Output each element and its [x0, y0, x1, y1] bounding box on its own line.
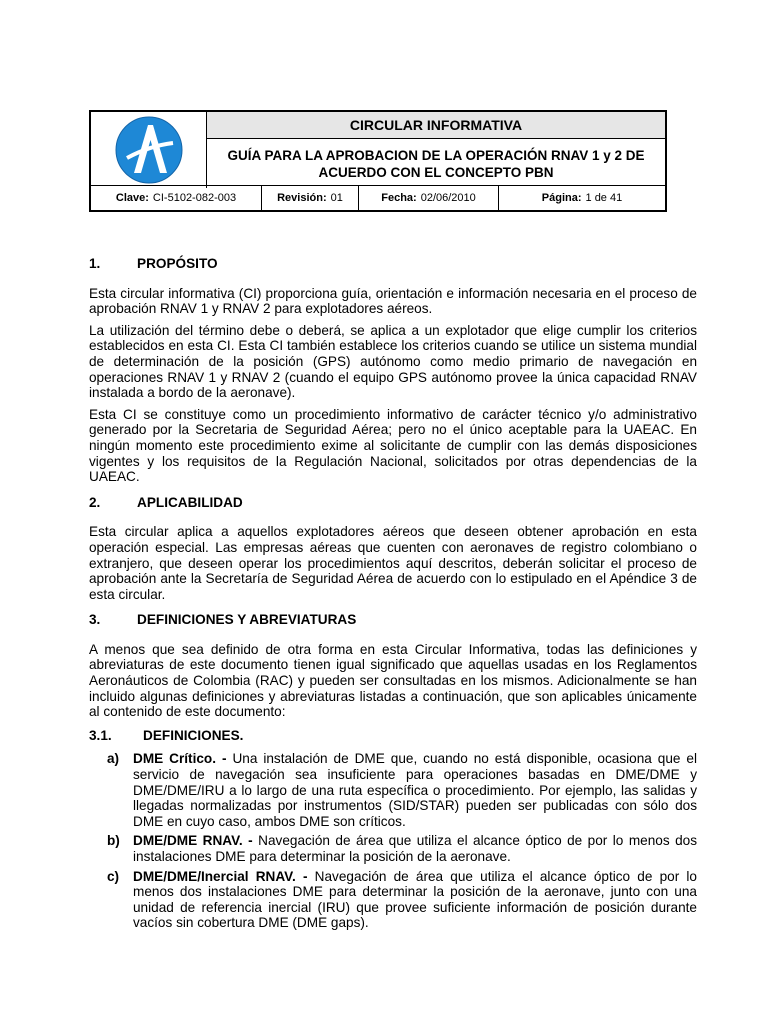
- subsection-heading-definiciones: [89, 728, 697, 744]
- meta-pagina-value: 1 de 41: [585, 192, 623, 204]
- section-number: 2.: [89, 494, 101, 510]
- meta-revision-value: 01: [330, 192, 343, 204]
- header-subtitle: [207, 139, 665, 188]
- section-title: DEFINICIONES Y ABREVIATURAS: [137, 612, 357, 628]
- definition-label: a): [107, 751, 120, 767]
- logo-cell: [91, 112, 207, 188]
- definition-text: [133, 833, 697, 864]
- paragraph: A menos que sea definido de otra forma en esta Circular Informativa, todas las definiciones y abreviaturas de este documento tienen igual significado que aquellas usadas en los Reglamentos Aeronáuticos de Colombia (RAC) y pueden ser consultadas en los mismos. Adicionalmente se han incluido algunas definiciones y abreviaturas listadas a continuación, que son aplicables únicamente al contenido de este documento:: [89, 641, 697, 720]
- definition-item: [89, 869, 697, 931]
- definition-body: Navegación de área que utiliza el alcance óptico de por lo menos dos instalaciones DME para determinar la posición de la aeronave.: [133, 833, 697, 864]
- meta-fecha: [359, 186, 499, 210]
- paragraph: Esta CI se constituye como un procedimiento informativo de carácter técnico y/o administrativo generado por la Secretaria de Seguridad Aérea; pero no el único aceptable para la UAEAC. En ningún momento este procedimiento exime al solicitante de cumplir con las demás disposiciones vigentes y los requisitos de la Regulación Nacional, solicitados por otras dependencias de la UAEAC.: [89, 406, 697, 485]
- subsection-title: DEFINICIONES.: [143, 727, 244, 743]
- definition-body: Navegación de área que utiliza el alcance óptico de por lo menos dos instalaciones DME para determinar la posición de la aeronave, junto con una unidad de referencia inercial (IRU) que provee suficiente información de posición durante vacíos sin cobertura DME (DME gaps).: [133, 868, 697, 931]
- header-title: CIRCULAR INFORMATIVA: [207, 112, 665, 139]
- section-heading-proposito: [89, 256, 697, 272]
- definition-item: [89, 833, 697, 864]
- section-number: 3.: [89, 612, 101, 628]
- meta-pagina-label: Página:: [541, 192, 582, 204]
- definition-item: [89, 751, 697, 829]
- meta-clave-label: Clave:: [115, 192, 149, 204]
- header-subtitle-text: GUÍA PARA LA APROBACION DE LA OPERACIÓN RNAV 1 y 2 DE ACUERDO CON EL CONCEPTO PBN: [227, 147, 645, 180]
- document-body: [89, 246, 697, 935]
- subsection-number: 3.1.: [89, 727, 112, 743]
- meta-revision-label: Revisión:: [277, 192, 327, 204]
- paragraph: Esta circular informativa (CI) proporciona guía, orientación e información necesaria en el proceso de aprobación RNAV 1 y RNAV 2 para explotadores aéreos.: [89, 285, 697, 317]
- definition-label: c): [107, 868, 120, 884]
- definition-text: [133, 751, 697, 829]
- meta-clave-value: CI-5102-082-003: [152, 192, 237, 204]
- definition-term: DME/DME/Inercial RNAV. -: [133, 868, 308, 884]
- definition-term: DME Crítico. -: [133, 751, 227, 767]
- document-header-table: [89, 110, 667, 212]
- paragraph: Esta circular aplica a aquellos explotadores aéreos que deseen obtener aprobación en esta operación especial. Las empresas aéreas que cuenten con aeronaves de registro colombiano o extranjero, que deseen operar los procedimientos aquí descritos, deberán solicitar el proceso de aprobación ante la Secretaría de Seguridad Aérea de acuerdo con lo estipulado en el Apéndice 3 de esta circular.: [89, 524, 697, 602]
- paragraph: La utilización del término debe o deberá, se aplica a un explotador que elige cumplir los criterios establecidos en esta CI. Esta CI también establece los criterios cuando se utilice un sistema mundial de determinación de la posición (GPS) autónomo como medio primario de navegación en operaciones RNAV 1 y RNAV 2 (cuando el equipo GPS autónomo provee la única capacidad RNAV instalada a bordo de la aeronave).: [89, 322, 697, 401]
- meta-pagina: [499, 186, 665, 210]
- meta-clave: [91, 186, 262, 210]
- section-heading-definiciones-abreviaturas: [89, 612, 697, 628]
- definition-text: [133, 869, 697, 931]
- section-number: 1.: [89, 256, 101, 271]
- definition-body: Una instalación de DME que, cuando no está disponible, ocasiona que el servicio de navegación sea insuficiente para operaciones basadas en DME/DME y DME/DME/IRU a lo largo de una ruta específica o procedimiento. Por ejemplo, las salidas y llegadas normalizadas por instrumentos (SID/STAR) pueden ser publicadas con sólo dos DME en cuyo caso, ambos DME son críticos.: [133, 751, 697, 829]
- meta-revision: [262, 186, 359, 210]
- definition-term: DME/DME RNAV. -: [133, 833, 253, 849]
- section-heading-aplicabilidad: [89, 495, 697, 511]
- section-title: PROPÓSITO: [137, 256, 218, 271]
- meta-fecha-label: Fecha:: [381, 192, 417, 204]
- header-meta-row: [91, 185, 665, 210]
- definition-label: b): [107, 833, 120, 849]
- section-title: APLICABILIDAD: [137, 494, 243, 510]
- meta-fecha-value: 02/06/2010: [420, 192, 476, 204]
- aerocivil-logo: [115, 116, 183, 184]
